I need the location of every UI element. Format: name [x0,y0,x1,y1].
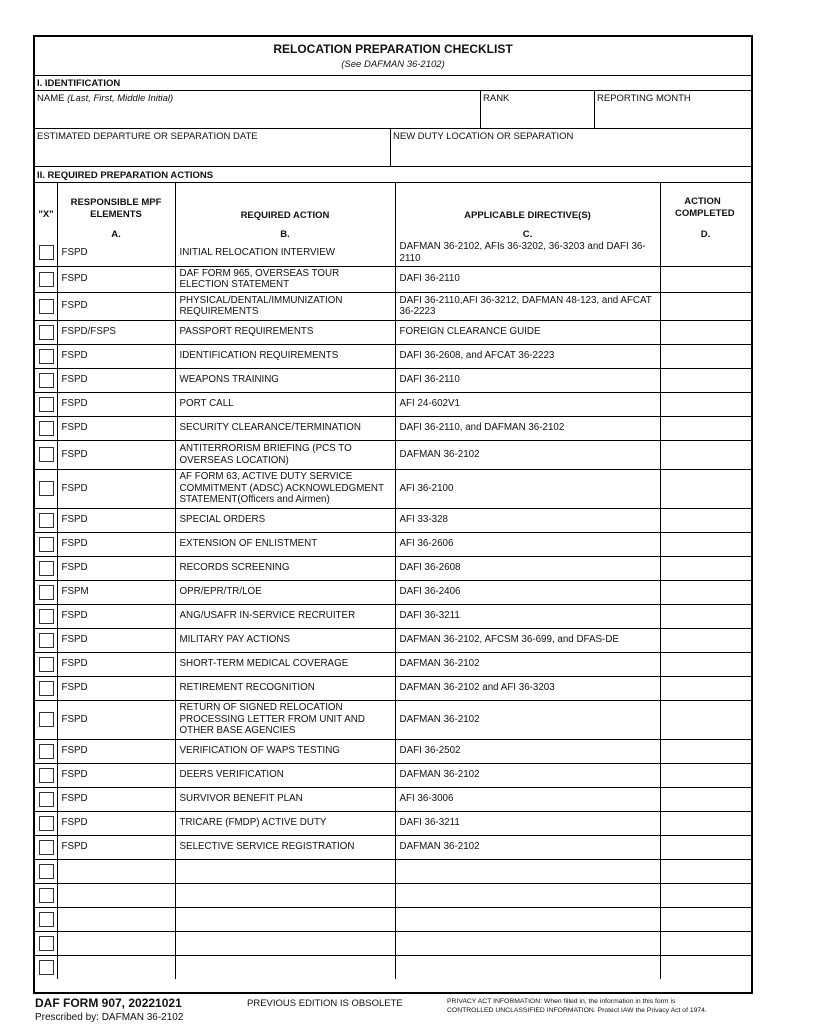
checklist-form [33,35,753,994]
form-number: DAF FORM 907, 20221021 [35,996,182,1010]
actions-table-body [35,240,751,979]
divider [35,75,751,76]
checkbox-cell [35,320,57,344]
directive-cell: DAFI 36-3211 [395,811,660,835]
action-completed-cell[interactable] [660,907,751,931]
row-checkbox[interactable] [39,936,54,951]
responsible-element-cell: FSPD [57,835,175,859]
action-completed-cell[interactable] [660,392,751,416]
action-completed-cell[interactable] [660,955,751,979]
table-row [35,883,751,907]
directive-cell: DAFI 36-3211 [395,604,660,628]
action-completed-cell[interactable] [660,604,751,628]
directive-cell: AFI 24-602V1 [395,392,660,416]
checkbox-cell [35,835,57,859]
table-row [35,676,751,700]
divider [35,166,751,167]
action-completed-cell[interactable] [660,787,751,811]
directive-cell: DAFI 36-2608 [395,556,660,580]
required-action-cell: PASSPORT REQUIREMENTS [175,320,395,344]
responsible-element-cell: FSPD [57,532,175,556]
form-title: RELOCATION PREPARATION CHECKLIST [273,42,513,56]
table-row [35,835,751,859]
table-row [35,907,751,931]
responsible-element-cell: FSPD [57,508,175,532]
new-duty-location-field[interactable]: NEW DUTY LOCATION OR SEPARATION [393,131,574,142]
required-action-cell: PHYSICAL/DENTAL/IMMUNIZATION REQUIREMENTS [175,292,395,320]
checkbox-cell [35,811,57,835]
responsible-element-cell: FSPD [57,604,175,628]
divider [35,90,751,91]
col-c-header: APPLICABLE DIRECTIVE(S) [464,210,591,221]
row-checkbox[interactable] [39,537,54,552]
table-row [35,392,751,416]
row-checkbox[interactable] [39,609,54,624]
required-action-cell: SHORT-TERM MEDICAL COVERAGE [175,652,395,676]
directive-cell: AFI 33-328 [395,508,660,532]
responsible-element-cell: FSPM [57,580,175,604]
row-checkbox[interactable] [39,864,54,879]
col-d-header: ACTION COMPLETED [675,196,735,219]
action-completed-cell[interactable] [660,344,751,368]
required-action-cell: MILITARY PAY ACTIONS [175,628,395,652]
required-action-cell [175,859,395,883]
responsible-element-cell: FSPD [57,292,175,320]
table-row [35,931,751,955]
directive-cell: DAFMAN 36-2102, AFIs 36-3202, 36-3203 and DAFI 36-2110 [395,240,660,266]
directive-cell: DAFI 36-2110, and DAFMAN 36-2102 [395,416,660,440]
row-checkbox[interactable] [39,447,54,462]
responsible-element-cell: FSPD [57,700,175,739]
directive-cell: DAFMAN 36-2102 [395,763,660,787]
required-action-cell: ANG/USAFR IN-SERVICE RECRUITER [175,604,395,628]
table-row [35,739,751,763]
required-action-cell: INITIAL RELOCATION INTERVIEW [175,240,395,266]
row-checkbox[interactable] [39,792,54,807]
section-identification-heading: I. IDENTIFICATION [37,78,121,89]
form-subtitle: (See DAFMAN 36-2102) [341,59,445,70]
action-completed-cell[interactable] [660,580,751,604]
row-checkbox[interactable] [39,816,54,831]
responsible-element-cell [57,859,175,883]
row-checkbox[interactable] [39,657,54,672]
row-checkbox[interactable] [39,325,54,340]
responsible-element-cell [57,931,175,955]
responsible-element-cell: FSPD [57,739,175,763]
responsible-element-cell: FSPD [57,416,175,440]
col-b-letter: B. [280,229,290,240]
row-checkbox[interactable] [39,421,54,436]
checkbox-cell [35,292,57,320]
row-checkbox[interactable] [39,888,54,903]
directive-cell: DAFMAN 36-2102 [395,700,660,739]
responsible-element-cell: FSPD [57,266,175,292]
checkbox-cell [35,392,57,416]
row-checkbox[interactable] [39,349,54,364]
divider [35,128,751,129]
required-action-cell [175,955,395,979]
required-action-cell: RETIREMENT RECOGNITION [175,676,395,700]
required-action-cell: SURVIVOR BENEFIT PLAN [175,787,395,811]
row-checkbox[interactable] [39,481,54,496]
name-label: NAME [37,93,68,104]
directive-cell [395,931,660,955]
checkbox-cell [35,931,57,955]
action-completed-cell[interactable] [660,416,751,440]
row-checkbox[interactable] [39,397,54,412]
directive-cell: DAFI 36-2406 [395,580,660,604]
responsible-element-cell: FSPD [57,556,175,580]
privacy-line: PRIVACY ACT INFORMATION: When filled in, the information in this form is [447,998,676,1005]
required-action-cell: AF FORM 63, ACTIVE DUTY SERVICE COMMITMENT (ADSC) ACKNOWLEDGMENT STATEMENT(Officers and Airmen) [175,469,395,508]
checkbox-cell [35,700,57,739]
table-row [35,469,751,508]
checkbox-cell [35,556,57,580]
table-row [35,652,751,676]
checkbox-cell [35,368,57,392]
directive-cell [395,859,660,883]
required-action-cell [175,907,395,931]
required-action-cell: WEAPONS TRAINING [175,368,395,392]
action-completed-cell[interactable] [660,320,751,344]
responsible-element-cell: FSPD [57,344,175,368]
previous-edition-note: PREVIOUS EDITION IS OBSOLETE [247,998,403,1009]
checkbox-cell [35,580,57,604]
checkbox-cell [35,787,57,811]
required-action-cell: PORT CALL [175,392,395,416]
action-completed-cell[interactable] [660,700,751,739]
divider [390,128,391,166]
table-row [35,266,751,292]
action-completed-cell[interactable] [660,532,751,556]
col-c-letter: C. [522,229,533,240]
responsible-element-cell: FSPD [57,763,175,787]
checkbox-cell [35,907,57,931]
action-completed-cell[interactable] [660,292,751,320]
responsible-element-cell [57,955,175,979]
table-row [35,787,751,811]
row-checkbox[interactable] [39,272,54,287]
directive-cell [395,883,660,907]
table-row [35,320,751,344]
row-checkbox[interactable] [39,633,54,648]
row-checkbox[interactable] [39,768,54,783]
row-checkbox[interactable] [39,744,54,759]
required-action-cell: DAF FORM 965, OVERSEAS TOUR ELECTION STATEMENT [175,266,395,292]
prescribed-by: Prescribed by: DAFMAN 36-2102 [35,1012,184,1023]
section-actions-heading: II. REQUIRED PREPARATION ACTIONS [37,170,214,181]
action-completed-cell[interactable] [660,628,751,652]
col-x-header: "X" [38,209,54,220]
checkbox-cell [35,955,57,979]
required-action-cell: VERIFICATION OF WAPS TESTING [175,739,395,763]
table-row [35,416,751,440]
table-row [35,368,751,392]
required-action-cell: OPR/EPR/TR/LOE [175,580,395,604]
checkbox-cell [35,604,57,628]
required-action-cell: DEERS VERIFICATION [175,763,395,787]
col-b-header: REQUIRED ACTION [240,210,330,221]
directive-cell [395,907,660,931]
table-row [35,508,751,532]
directive-cell: FOREIGN CLEARANCE GUIDE [395,320,660,344]
actions-table [35,240,751,979]
table-row [35,859,751,883]
directive-cell: AFI 36-2100 [395,469,660,508]
table-row [35,556,751,580]
divider [35,182,751,183]
row-checkbox[interactable] [39,681,54,696]
checkbox-cell [35,240,57,266]
row-checkbox[interactable] [39,960,54,975]
checkbox-cell [35,440,57,469]
name-field[interactable] [37,93,173,104]
table-row [35,532,751,556]
directive-cell: DAFMAN 36-2102 [395,440,660,469]
table-row [35,700,751,739]
row-checkbox[interactable] [39,561,54,576]
required-action-cell: SPECIAL ORDERS [175,508,395,532]
table-row [35,440,751,469]
privacy-act-notice [447,998,767,1015]
row-checkbox[interactable] [39,245,54,260]
required-action-cell: TRICARE (FMDP) ACTIVE DUTY [175,811,395,835]
table-row [35,240,751,266]
action-completed-cell[interactable] [660,859,751,883]
table-row [35,811,751,835]
directive-cell: DAFI 36-2110 [395,368,660,392]
responsible-element-cell: FSPD [57,440,175,469]
checkbox-cell [35,859,57,883]
privacy-line: CONTROLLED UNCLASSIFIED INFORMATION. Protect IAW the Privacy Act of 1974. [447,1006,707,1014]
table-row [35,955,751,979]
responsible-element-cell: FSPD/FSPS [57,320,175,344]
col-d-letter: D. [700,229,711,240]
required-action-cell: RETURN OF SIGNED RELOCATION PROCESSING LETTER FROM UNIT AND OTHER BASE AGENCIES [175,700,395,739]
table-row [35,604,751,628]
action-completed-cell[interactable] [660,676,751,700]
checkbox-cell [35,469,57,508]
action-completed-cell[interactable] [660,883,751,907]
col-a-header: RESPONSIBLE MPF ELEMENTS [70,197,162,220]
required-action-cell: RECORDS SCREENING [175,556,395,580]
required-action-cell: SELECTIVE SERVICE REGISTRATION [175,835,395,859]
action-completed-cell[interactable] [660,266,751,292]
directive-cell [395,955,660,979]
action-completed-cell[interactable] [660,835,751,859]
directive-cell: DAFI 36-2110,AFI 36-3212, DAFMAN 48-123, and AFCAT 36-2223 [395,292,660,320]
reporting-month-field[interactable]: REPORTING MONTH [597,93,691,104]
checkbox-cell [35,763,57,787]
table-row [35,763,751,787]
divider [480,90,481,128]
responsible-element-cell: FSPD [57,652,175,676]
row-checkbox[interactable] [39,840,54,855]
checkbox-cell [35,652,57,676]
action-completed-cell[interactable] [660,469,751,508]
action-completed-cell[interactable] [660,739,751,763]
checkbox-cell [35,266,57,292]
required-action-cell: IDENTIFICATION REQUIREMENTS [175,344,395,368]
directive-cell: DAFI 36-2502 [395,739,660,763]
row-checkbox[interactable] [39,513,54,528]
checkbox-cell [35,416,57,440]
action-completed-cell[interactable] [660,508,751,532]
responsible-element-cell: FSPD [57,787,175,811]
action-completed-cell[interactable] [660,652,751,676]
table-row [35,292,751,320]
action-completed-cell[interactable] [660,931,751,955]
required-action-cell [175,883,395,907]
action-completed-cell[interactable] [660,240,751,266]
responsible-element-cell: FSPD [57,676,175,700]
row-checkbox[interactable] [39,912,54,927]
table-row [35,344,751,368]
responsible-element-cell [57,883,175,907]
row-checkbox[interactable] [39,299,54,314]
table-row [35,580,751,604]
directive-cell: DAFMAN 36-2102 [395,835,660,859]
directive-cell: DAFI 36-2110 [395,266,660,292]
checkbox-cell [35,344,57,368]
departure-date-field[interactable]: ESTIMATED DEPARTURE OR SEPARATION DATE [37,131,258,142]
action-completed-cell[interactable] [660,763,751,787]
responsible-element-cell: FSPD [57,392,175,416]
checkbox-cell [35,508,57,532]
action-completed-cell[interactable] [660,811,751,835]
checkbox-cell [35,532,57,556]
checkbox-cell [35,883,57,907]
directive-cell: AFI 36-2606 [395,532,660,556]
responsible-element-cell: FSPD [57,628,175,652]
row-checkbox[interactable] [39,712,54,727]
required-action-cell: EXTENSION OF ENLISTMENT [175,532,395,556]
directive-cell: DAFMAN 36-2102 and AFI 36-3203 [395,676,660,700]
required-action-cell: SECURITY CLEARANCE/TERMINATION [175,416,395,440]
col-a-letter: A. [111,229,121,240]
responsible-element-cell [57,907,175,931]
name-hint: (Last, First, Middle Initial) [67,93,174,104]
responsible-element-cell: FSPD [57,368,175,392]
divider [594,90,595,128]
checkbox-cell [35,739,57,763]
row-checkbox[interactable] [39,373,54,388]
required-action-cell: ANTITERRORISM BRIEFING (PCS TO OVERSEAS LOCATION) [175,440,395,469]
rank-field[interactable]: RANK [483,93,510,104]
action-completed-cell[interactable] [660,556,751,580]
action-completed-cell[interactable] [660,368,751,392]
checkbox-cell [35,676,57,700]
directive-cell: DAFMAN 36-2102 [395,652,660,676]
responsible-element-cell: FSPD [57,469,175,508]
directive-cell: AFI 36-3006 [395,787,660,811]
row-checkbox[interactable] [39,585,54,600]
directive-cell: DAFMAN 36-2102, AFCSM 36-699, and DFAS-DE [395,628,660,652]
required-action-cell [175,931,395,955]
responsible-element-cell: FSPD [57,811,175,835]
responsible-element-cell: FSPD [57,240,175,266]
table-row [35,628,751,652]
checkbox-cell [35,628,57,652]
directive-cell: DAFI 36-2608, and AFCAT 36-2223 [395,344,660,368]
action-completed-cell[interactable] [660,440,751,469]
